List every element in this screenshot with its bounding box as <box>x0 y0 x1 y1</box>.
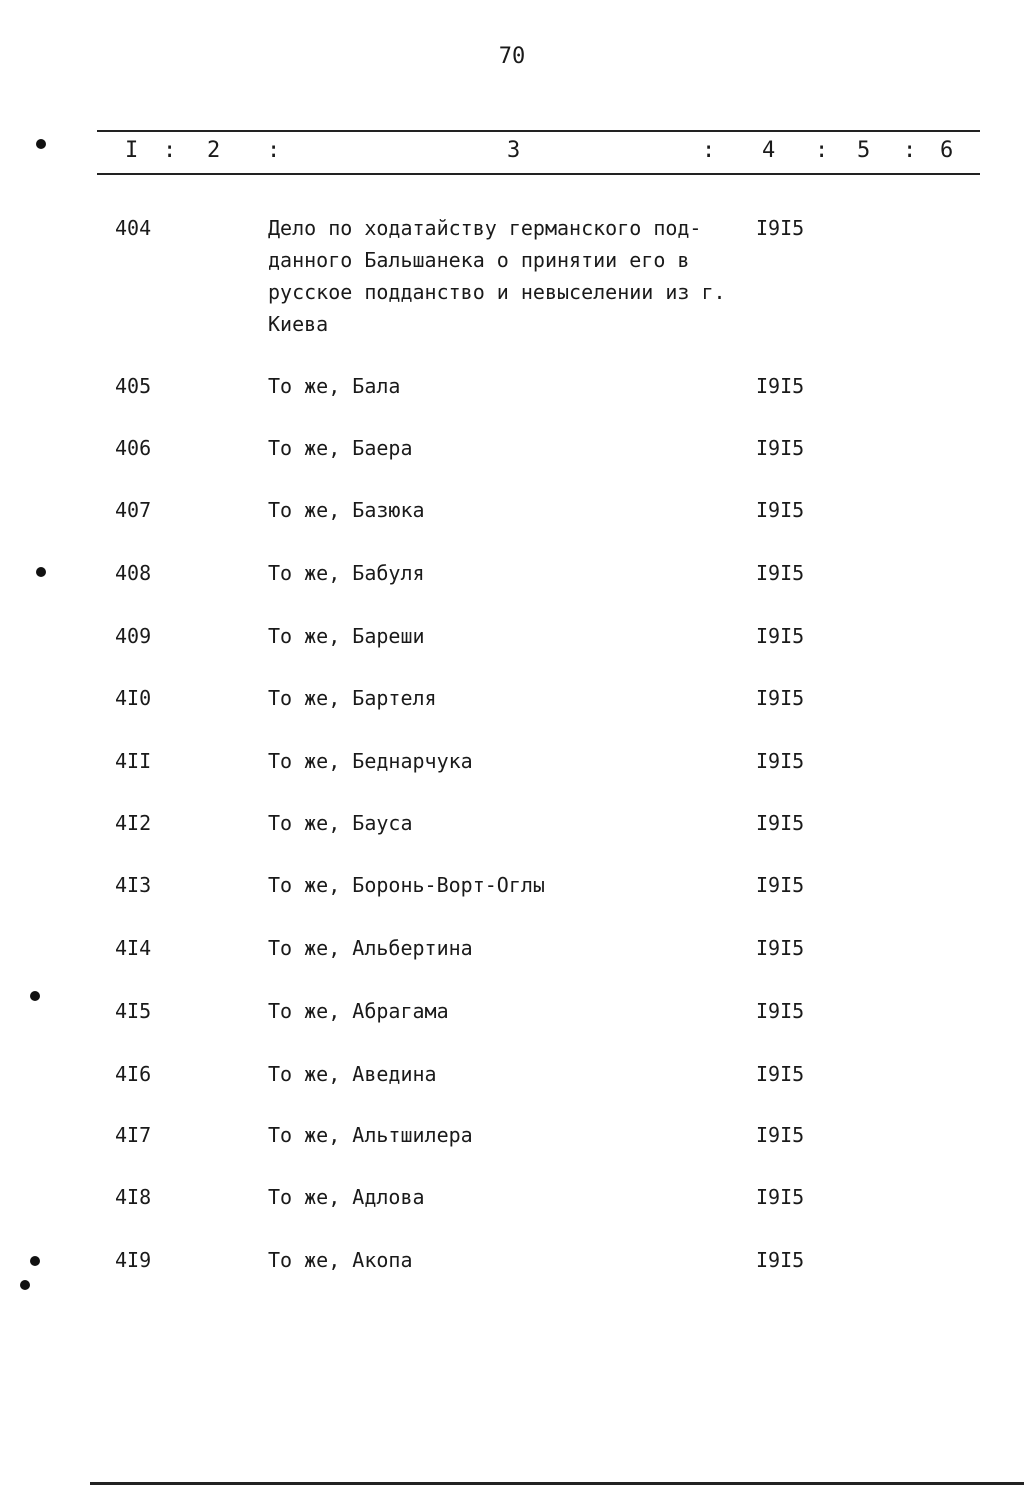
row-description: Дело по ходатайству германского под-данного Бальшанека о принятии его в русское подданство и невыселении из г. Киева <box>268 216 726 336</box>
row-description: То же, Бабуля <box>268 561 425 585</box>
row-year: I9I5 <box>756 873 805 897</box>
row-description: То же, Альтшилера <box>268 1123 473 1147</box>
header-col-5: 5 <box>857 138 871 163</box>
row-description: То же, Акопа <box>268 1248 413 1272</box>
row-description: То же, Адлова <box>268 1185 425 1209</box>
row-number: 405 <box>115 374 152 398</box>
table-header-bottom-rule <box>97 173 980 175</box>
row-year: I9I5 <box>756 999 805 1023</box>
row-number: 4I2 <box>115 811 152 835</box>
page-number: 70 <box>498 44 526 69</box>
row-description: То же, Беднарчука <box>268 749 473 773</box>
row-number: 4I6 <box>115 1062 152 1086</box>
row-description: То же, Бауса <box>268 811 413 835</box>
binding-hole <box>30 1256 40 1266</box>
row-description: То же, Бала <box>268 374 401 398</box>
row-year: I9I5 <box>756 1123 805 1147</box>
row-number: 4I5 <box>115 999 152 1023</box>
binding-hole <box>30 991 40 1001</box>
row-description: То же, Баера <box>268 436 413 460</box>
row-description: То же, Боронь-Ворт-Оглы <box>268 873 545 897</box>
table-top-rule <box>97 130 980 132</box>
row-number: 404 <box>115 216 152 240</box>
row-year: I9I5 <box>756 498 805 522</box>
row-description: То же, Базюка <box>268 498 425 522</box>
row-description: То же, Абрагама <box>268 999 449 1023</box>
row-number: 406 <box>115 436 152 460</box>
binding-hole <box>36 567 46 577</box>
row-year: I9I5 <box>756 1248 805 1272</box>
row-year: I9I5 <box>756 1062 805 1086</box>
header-sep-3: : <box>702 138 716 163</box>
binding-hole <box>36 139 46 149</box>
row-year: I9I5 <box>756 374 805 398</box>
row-year: I9I5 <box>756 624 805 648</box>
row-year: I9I5 <box>756 561 805 585</box>
row-description: То же, Альбертина <box>268 936 473 960</box>
row-number: 4I4 <box>115 936 152 960</box>
binding-hole <box>20 1280 30 1290</box>
row-description: То же, Аведина <box>268 1062 437 1086</box>
row-number: 4I0 <box>115 686 152 710</box>
row-number: 409 <box>115 624 152 648</box>
header-sep-2: : <box>267 138 281 163</box>
header-col-3: 3 <box>507 138 521 163</box>
row-year: I9I5 <box>756 686 805 710</box>
row-year: I9I5 <box>756 936 805 960</box>
header-col-6: 6 <box>940 138 954 163</box>
row-year: I9I5 <box>756 216 805 240</box>
row-number: 4I3 <box>115 873 152 897</box>
header-col-2: 2 <box>207 138 221 163</box>
header-col-4: 4 <box>762 138 776 163</box>
row-year: I9I5 <box>756 749 805 773</box>
row-year: I9I5 <box>756 1185 805 1209</box>
header-sep-4: : <box>815 138 829 163</box>
row-number: 407 <box>115 498 152 522</box>
row-description: То же, Бареши <box>268 624 425 648</box>
row-year: I9I5 <box>756 811 805 835</box>
header-sep-1: : <box>163 138 177 163</box>
row-number: 408 <box>115 561 152 585</box>
header-col-1: I <box>125 138 139 163</box>
header-sep-5: : <box>903 138 917 163</box>
row-number: 4II <box>115 749 152 773</box>
table-header <box>0 138 1024 168</box>
row-year: I9I5 <box>756 436 805 460</box>
row-description: То же, Бартеля <box>268 686 437 710</box>
row-number: 4I8 <box>115 1185 152 1209</box>
page-bottom-edge <box>90 1482 1024 1485</box>
row-number: 4I9 <box>115 1248 152 1272</box>
row-number: 4I7 <box>115 1123 152 1147</box>
